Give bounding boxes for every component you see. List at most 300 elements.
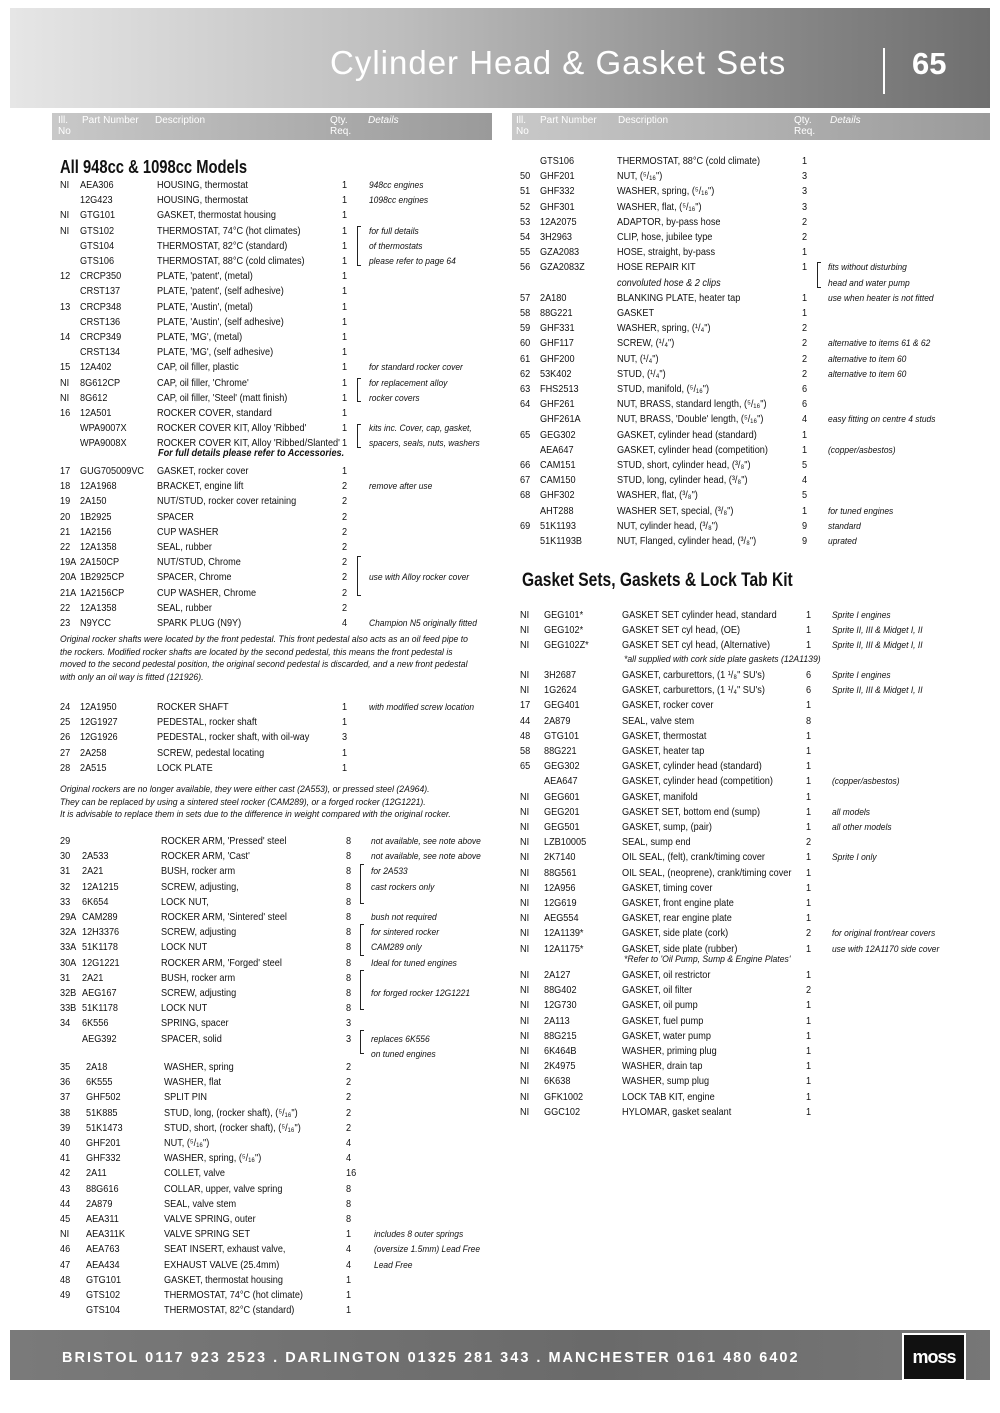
cell-part-number: AEA311 bbox=[85, 1214, 119, 1225]
cell-part-number: AEA434 bbox=[85, 1259, 120, 1271]
cell-part-number: GTS104 bbox=[85, 1305, 121, 1317]
cell-description: LOCK TAB KIT, engine bbox=[621, 1091, 715, 1103]
cell-qty: 2 bbox=[341, 481, 348, 493]
cell-description: CAP, oil filler, 'Steel' (matt finish) bbox=[156, 392, 288, 404]
cell-part-number: 6K556 bbox=[82, 1018, 109, 1030]
cell-part-number: 12A956 bbox=[543, 882, 576, 894]
cell-description: NUT, (⁵/₁₆") bbox=[163, 1138, 210, 1149]
cell-qty: 4 bbox=[346, 1153, 352, 1165]
cell-details: for original front/rear covers bbox=[831, 928, 936, 940]
cell-ill-no: 50 bbox=[520, 171, 531, 183]
cell-ill-no: 17 bbox=[520, 700, 531, 712]
cell-description: PLATE, 'patent', (self adhesive) bbox=[156, 286, 284, 298]
cell-ill-no: 47 bbox=[60, 1259, 71, 1271]
cell-qty: 1 bbox=[806, 806, 812, 818]
cell-description: STUD, manifold, (⁵/₁₆") bbox=[616, 384, 710, 395]
col-qty: Qty. Req. bbox=[794, 115, 816, 137]
cell-ill-no: 24 bbox=[60, 702, 71, 713]
cell-description: HOUSING, thermostat bbox=[156, 195, 248, 207]
cell-details: Sprite II, III & Midget I, II bbox=[831, 625, 923, 637]
cell-part-number: GEG501 bbox=[543, 822, 580, 833]
cell-details: not available, see note above bbox=[370, 836, 481, 847]
cell-description: ROCKER COVER KIT, Alloy 'Ribbed/Slanted' bbox=[156, 438, 340, 450]
cell-ill-no: 37 bbox=[60, 1092, 71, 1104]
cell-description: GASKET, oil pump bbox=[621, 1000, 698, 1012]
cell-description: GASKET SET, bottom end (sump) bbox=[621, 806, 761, 818]
cell-description: EXHAUST VALVE (25.4mm) bbox=[163, 1259, 280, 1271]
cell-description: WASHER, sump plug bbox=[621, 1076, 710, 1088]
cell-ill-no: 68 bbox=[520, 490, 531, 502]
cell-part-number: 1G2624 bbox=[543, 685, 577, 697]
cell-details: CAM289 only bbox=[370, 942, 422, 954]
cell-description: WASHER, flat bbox=[163, 1077, 222, 1089]
cell-part-number: 2A127 bbox=[543, 970, 571, 981]
col-details: Details bbox=[368, 115, 399, 126]
cell-details: of thermostats bbox=[368, 240, 423, 252]
cell-part-number: GEG601 bbox=[543, 791, 580, 803]
cell-part-number: CRCP349 bbox=[79, 332, 122, 343]
cell-ill-no: 69 bbox=[520, 520, 531, 532]
cell-description: WASHER, flat, (³/₈") bbox=[616, 490, 698, 502]
cell-ill-no: 17 bbox=[60, 466, 71, 477]
cell-part-number: 6K654 bbox=[82, 896, 109, 908]
cell-qty: 2 bbox=[806, 837, 812, 849]
cell-ill-no: 65 bbox=[520, 429, 531, 441]
cell-part-number: N9YCC bbox=[79, 618, 111, 629]
cell-description: GASKET, water pump bbox=[621, 1030, 711, 1042]
cell-part-number: 88G561 bbox=[543, 867, 577, 879]
cell-description: HYLOMAR, gasket sealant bbox=[621, 1106, 732, 1118]
cell-description: GASKET, oil restrictor bbox=[621, 970, 711, 981]
cell-description: PLATE, 'Austin', (metal) bbox=[156, 301, 253, 313]
section-heading-948-1098: All 948cc & 1098cc Models bbox=[60, 157, 248, 177]
cell-description: THERMOSTAT, 82°C (standard) bbox=[156, 240, 288, 252]
cell-ill-no: 61 bbox=[520, 353, 531, 365]
cell-part-number: GTS106 bbox=[539, 156, 575, 167]
cell-ill-no: NI bbox=[520, 685, 530, 697]
cell-part-number: CAM151 bbox=[539, 460, 576, 471]
cell-details: Champion N5 originally fitted bbox=[368, 618, 477, 629]
cell-ill-no: NI bbox=[520, 1030, 530, 1042]
cell-description: STUD, long, cylinder head, (³/₈") bbox=[616, 475, 748, 487]
cell-ill-no: 12 bbox=[60, 271, 71, 283]
cell-details: for sintered rocker bbox=[370, 927, 440, 939]
cell-part-number: GEG102* bbox=[543, 625, 584, 637]
cell-description: CUP WASHER bbox=[156, 526, 219, 538]
cell-ill-no: NI bbox=[520, 806, 530, 818]
cell-description: NUT, Flanged, cylinder head, (³/₈") bbox=[616, 536, 757, 547]
cell-qty: 2 bbox=[341, 587, 348, 599]
cell-details: Sprite II, III & Midget I, II bbox=[831, 685, 923, 697]
cell-description: PEDESTAL, rocker shaft bbox=[156, 717, 257, 729]
cell-details: easy fitting on centre 4 studs bbox=[828, 414, 936, 426]
cell-qty: 1 bbox=[806, 746, 812, 757]
cell-part-number: GUG705009VC bbox=[79, 466, 145, 477]
cell-part-number: 12G1926 bbox=[79, 732, 118, 744]
cell-qty: 8 bbox=[806, 715, 812, 727]
cell-ill-no: NI bbox=[60, 180, 70, 191]
cell-qty: 8 bbox=[346, 881, 352, 893]
cell-ill-no: 60 bbox=[520, 338, 531, 350]
cell-ill-no: 53 bbox=[520, 216, 531, 228]
cell-qty: 1 bbox=[806, 1106, 812, 1118]
cell-qty: 1 bbox=[341, 271, 348, 283]
cell-qty: 2 bbox=[346, 1077, 352, 1089]
cell-ill-no: 54 bbox=[520, 232, 531, 243]
cell-ill-no: 67 bbox=[520, 475, 531, 487]
cell-part-number: GTS102 bbox=[79, 225, 115, 237]
cell-qty: 3 bbox=[801, 171, 808, 183]
cell-details: alternative to items 61 & 62 bbox=[828, 338, 931, 350]
cell-description: WASHER, spring, (¹/₄") bbox=[616, 323, 711, 335]
cell-part-number: GEG302 bbox=[539, 429, 576, 441]
cell-qty: 1 bbox=[341, 347, 348, 359]
cell-part-number: 12A1215 bbox=[82, 881, 119, 893]
cell-description: VALVE SPRING, outer bbox=[163, 1214, 256, 1225]
cell-description: GASKET, carburettors, (1 ¹/₈" SU's) bbox=[621, 670, 765, 681]
cell-part-number: 53K402 bbox=[539, 368, 572, 380]
cell-ill-no: 40 bbox=[60, 1138, 71, 1149]
cell-description: OIL SEAL, (neoprene), crank/timing cover bbox=[621, 867, 792, 879]
cell-qty: 1 bbox=[341, 747, 348, 759]
cell-qty: 2 bbox=[341, 572, 348, 584]
cell-part-number: 2A879 bbox=[543, 715, 571, 727]
cell-qty: 1 bbox=[806, 970, 812, 981]
cell-description: GASKET SET cyl head, (Alternative) bbox=[621, 640, 771, 652]
cell-details: Sprite I engines bbox=[831, 610, 891, 621]
cell-description: GASKET, front engine plate bbox=[621, 898, 734, 909]
cell-ill-no: 41 bbox=[60, 1153, 71, 1165]
cell-qty: 1 bbox=[806, 700, 812, 712]
cell-ill-no: 33 bbox=[60, 896, 71, 908]
cell-details: uprated bbox=[828, 536, 857, 547]
cell-ill-no: 33A bbox=[60, 942, 77, 954]
cell-description: GASKET, side plate (cork) bbox=[621, 928, 729, 940]
cell-ill-no: 36 bbox=[60, 1077, 71, 1089]
cell-qty: 1 bbox=[341, 332, 348, 343]
cell-details: use with Alloy rocker cover bbox=[368, 572, 470, 584]
cell-description: THERMOSTAT, 82°C (standard) bbox=[163, 1305, 295, 1317]
cell-details: use with 12A1170 side cover bbox=[831, 943, 940, 955]
cell-qty: 1 bbox=[341, 316, 348, 328]
cell-ill-no: 20A bbox=[60, 572, 77, 584]
brace bbox=[357, 424, 361, 448]
cell-ill-no: 18 bbox=[60, 481, 71, 493]
cell-part-number: 2A21 bbox=[82, 972, 104, 984]
cell-description: GASKET, rocker cover bbox=[621, 700, 714, 712]
cell-qty: 1 bbox=[341, 702, 348, 713]
cell-part-number: GHF502 bbox=[85, 1092, 121, 1104]
cell-ill-no: NI bbox=[520, 852, 530, 864]
cell-description: VALVE SPRING SET bbox=[163, 1229, 251, 1241]
cell-qty: 8 bbox=[346, 912, 352, 923]
cell-ill-no: 19 bbox=[60, 496, 71, 508]
cell-description: GASKET, side plate (rubber) bbox=[621, 943, 738, 955]
cell-part-number: GEG102Z* bbox=[543, 640, 589, 652]
cell-qty: 1 bbox=[806, 1000, 812, 1012]
cell-part-number: GHF332 bbox=[85, 1153, 121, 1165]
cell-details: fits without disturbing bbox=[828, 262, 907, 274]
note-line: the rockers. Modified rocker shafts are located by the second pedestal, this means the front pedestal is bbox=[60, 646, 453, 658]
cell-details: cast rockers only bbox=[370, 881, 435, 893]
cell-qty: 8 bbox=[346, 1198, 352, 1210]
cell-ill-no: 44 bbox=[60, 1198, 71, 1210]
cell-ill-no: 56 bbox=[520, 262, 531, 274]
cell-details: please refer to page 64 bbox=[368, 256, 456, 267]
cell-part-number: CRCP348 bbox=[79, 301, 122, 313]
cell-description: PLATE, 'patent', (metal) bbox=[156, 271, 253, 283]
cell-qty: 1 bbox=[806, 791, 812, 803]
cell-part-number: GTS104 bbox=[79, 240, 115, 252]
cell-part-number: GZA2083Z bbox=[539, 262, 585, 274]
cell-description: ROCKER SHAFT bbox=[156, 702, 229, 713]
cell-qty: 8 bbox=[346, 972, 352, 984]
cell-part-number: 12A1358 bbox=[79, 602, 117, 614]
cell-qty: 6 bbox=[806, 685, 812, 697]
column-header-right bbox=[512, 113, 990, 140]
cell-description: GASKET, cylinder head (competition) bbox=[621, 776, 773, 788]
cell-ill-no: NI bbox=[520, 943, 530, 955]
cell-part-number: GTG101 bbox=[543, 730, 580, 742]
cell-ill-no: 49 bbox=[60, 1290, 71, 1301]
cell-ill-no: NI bbox=[520, 791, 530, 803]
cell-details: includes 8 outer springs bbox=[373, 1229, 464, 1241]
cell-details: (copper/asbestos) bbox=[831, 776, 900, 788]
cell-qty: 1 bbox=[341, 180, 348, 191]
cell-qty: 2 bbox=[801, 338, 808, 350]
cell-details: Lead Free bbox=[373, 1259, 413, 1271]
cell-description: GASKET, heater tap bbox=[621, 746, 705, 757]
cell-qty: 4 bbox=[346, 1138, 352, 1149]
page-title: Cylinder Head & Gasket Sets bbox=[330, 44, 787, 81]
cell-description: NUT/STUD, rocker cover retaining bbox=[156, 496, 297, 508]
cell-part-number: GHF261A bbox=[539, 414, 581, 426]
cell-details: bush not required bbox=[370, 912, 437, 923]
cell-description: GASKET, timing cover bbox=[621, 882, 713, 894]
brace bbox=[817, 262, 821, 288]
brace bbox=[357, 556, 361, 596]
cell-qty: 1 bbox=[806, 898, 812, 909]
cell-ill-no: 33B bbox=[60, 1003, 77, 1015]
cell-part-number: 3H2963 bbox=[539, 232, 573, 243]
cell-part-number: 88G221 bbox=[539, 308, 573, 319]
cell-part-number: 6K464B bbox=[543, 1046, 577, 1057]
cell-description: ROCKER ARM, 'Pressed' steel bbox=[160, 836, 287, 847]
cell-description: GASKET, oil filter bbox=[621, 985, 693, 997]
cell-part-number: 12A2075 bbox=[539, 216, 577, 228]
brace bbox=[360, 924, 364, 956]
col-ill-no: Ill. No bbox=[516, 115, 529, 137]
cell-ill-no: 22 bbox=[60, 602, 71, 614]
cell-qty: 1 bbox=[341, 408, 348, 419]
cell-details: for full details bbox=[368, 225, 419, 237]
cell-qty: 1 bbox=[341, 423, 348, 435]
cell-ill-no: NI bbox=[520, 1091, 530, 1103]
col-part-number: Part Number bbox=[82, 115, 139, 126]
cell-qty: 1 bbox=[341, 466, 348, 477]
cell-part-number: 6K638 bbox=[543, 1076, 571, 1088]
cell-details: 948cc engines bbox=[368, 180, 424, 191]
cell-qty: 1 bbox=[801, 308, 808, 319]
cell-qty: 1 bbox=[806, 730, 812, 742]
cell-description: SEAL, valve stem bbox=[163, 1198, 237, 1210]
cell-description: BUSH, rocker arm bbox=[160, 866, 236, 878]
cell-details: replaces 6K556 bbox=[370, 1033, 430, 1045]
cell-part-number: 2A150 bbox=[79, 496, 107, 508]
cell-ill-no: 28 bbox=[60, 762, 71, 774]
cell-part-number: GTS102 bbox=[85, 1290, 121, 1301]
cell-part-number: 2K7140 bbox=[543, 852, 576, 864]
cell-description: LOCK PLATE bbox=[156, 762, 213, 774]
cell-ill-no: NI bbox=[520, 1015, 530, 1027]
brace bbox=[360, 970, 364, 1010]
cell-part-number: GHF117 bbox=[539, 338, 574, 350]
cell-qty: 1 bbox=[806, 913, 812, 925]
cell-description: CUP WASHER, Chrome bbox=[156, 587, 257, 599]
cell-details: remove after use bbox=[368, 481, 433, 493]
cell-description: SPARK PLUG (N9Y) bbox=[156, 618, 242, 629]
cell-description: WASHER, spring, (⁵/₁₆") bbox=[163, 1153, 262, 1165]
cell-ill-no: 45 bbox=[60, 1214, 71, 1225]
cell-qty: 2 bbox=[801, 232, 808, 243]
cell-qty: 1 bbox=[806, 610, 812, 621]
cell-qty: 1 bbox=[341, 210, 348, 222]
cell-ill-no: 26 bbox=[60, 732, 71, 744]
cell-ill-no: 48 bbox=[520, 730, 531, 742]
cell-details: (copper/asbestos) bbox=[828, 444, 896, 456]
cell-qty: 2 bbox=[806, 928, 812, 940]
cell-ill-no: 63 bbox=[520, 384, 531, 395]
cell-description: NUT, BRASS, standard length, (⁵/₁₆") bbox=[616, 399, 767, 411]
cell-description: HOUSING, thermostat bbox=[156, 180, 248, 191]
cell-part-number: AEG554 bbox=[543, 913, 579, 925]
cell-part-number: GEG302 bbox=[543, 761, 580, 773]
cell-qty: 1 bbox=[801, 505, 808, 517]
cell-qty: 1 bbox=[801, 444, 808, 456]
cell-ill-no: 42 bbox=[60, 1168, 71, 1180]
cell-qty: 1 bbox=[801, 247, 808, 259]
cell-part-number: 2K4975 bbox=[543, 1061, 576, 1073]
cell-qty: 8 bbox=[346, 1003, 352, 1015]
cell-details: use when heater is not fitted bbox=[828, 292, 934, 304]
cell-part-number: GHF200 bbox=[539, 353, 575, 365]
cell-ill-no: 31 bbox=[60, 866, 71, 878]
cell-ill-no: NI bbox=[520, 625, 530, 637]
cell-ill-no: NI bbox=[520, 970, 530, 981]
cell-ill-no: 58 bbox=[520, 308, 531, 319]
cell-qty: 2 bbox=[341, 511, 348, 523]
cell-description: NUT, cylinder head, (³/₈") bbox=[616, 520, 719, 532]
cell-part-number: 8G612 bbox=[79, 392, 108, 404]
cell-description: GASKET, manifold bbox=[621, 791, 698, 803]
cell-ill-no: 51 bbox=[520, 186, 531, 198]
cell-part-number: GHF331 bbox=[539, 323, 575, 335]
cell-part-number: 51K1193 bbox=[539, 520, 576, 532]
cell-details: Ideal for tuned engines bbox=[370, 957, 457, 969]
cell-ill-no: 21 bbox=[60, 526, 71, 538]
cell-description: WASHER, spring, (⁵/₁₆") bbox=[616, 186, 715, 198]
cell-ill-no: 66 bbox=[520, 460, 531, 471]
note-line: They can be replaced by using a sintered steel rocker (CAM289), or a forged rocker (12G1221). bbox=[60, 796, 426, 808]
cell-description: SEAT INSERT, exhaust valve, bbox=[163, 1244, 286, 1256]
page-number: 65 bbox=[912, 46, 947, 81]
cell-part-number: GTS106 bbox=[79, 256, 115, 267]
cell-description: SPACER, Chrome bbox=[156, 572, 232, 584]
cell-details: not available, see note above bbox=[370, 851, 481, 863]
cell-part-number: 88G215 bbox=[543, 1030, 577, 1042]
cell-description: SCREW, (¹/₄") bbox=[616, 338, 675, 350]
cell-ill-no: NI bbox=[60, 377, 70, 389]
cell-description: LOCK NUT, bbox=[160, 896, 209, 908]
section-heading-gasket-sets: Gasket Sets, Gaskets & Lock Tab Kit bbox=[522, 570, 793, 591]
cell-details: Sprite II, III & Midget I, II bbox=[831, 640, 923, 652]
brace bbox=[360, 1030, 364, 1054]
cell-part-number: 12A1139* bbox=[543, 928, 584, 940]
cell-qty: 1 bbox=[806, 1076, 812, 1088]
cell-ill-no: 19A bbox=[60, 557, 77, 569]
cell-part-number: 12G730 bbox=[543, 1000, 577, 1012]
cell-description: STUD, short, cylinder head, (³/₈") bbox=[616, 460, 751, 471]
cell-qty: 1 bbox=[346, 1290, 352, 1301]
cell-ill-no: NI bbox=[520, 1106, 530, 1118]
column-header-left bbox=[52, 113, 492, 140]
cell-ill-no: 44 bbox=[520, 715, 531, 727]
cell-part-number: GEG401 bbox=[543, 700, 580, 712]
cell-part-number: 12G1927 bbox=[79, 717, 118, 729]
cell-part-number: AEG167 bbox=[82, 988, 117, 999]
cell-description: convoluted hose & 2 clips bbox=[616, 277, 721, 289]
cell-part-number: 12A1950 bbox=[79, 702, 117, 713]
cell-description: NUT, (¹/₄") bbox=[616, 353, 659, 365]
cell-description: ROCKER ARM, 'Forged' steel bbox=[160, 957, 282, 969]
cell-qty: 8 bbox=[346, 1183, 352, 1195]
cell-description: GASKET, cylinder head (standard) bbox=[621, 761, 762, 773]
cell-description: SPACER bbox=[156, 511, 194, 523]
cell-description: PLATE, 'MG', (self adhesive) bbox=[156, 347, 274, 359]
footer-contacts: BRISTOL 0117 923 2523 . DARLINGTON 01325 281 343 . MANCHESTER 0161 480 6402 bbox=[62, 1350, 800, 1366]
cell-qty: 1 bbox=[801, 292, 808, 304]
cell-details: for replacement alloy bbox=[368, 377, 448, 389]
cell-part-number: 2A180 bbox=[539, 292, 567, 304]
cell-description: HOSE, straight, by-pass bbox=[616, 247, 716, 259]
cell-description: NUT, (⁵/₁₆") bbox=[616, 171, 663, 183]
cell-description: LOCK NUT bbox=[160, 942, 208, 954]
cell-ill-no: NI bbox=[520, 867, 530, 879]
cell-part-number: 2A258 bbox=[79, 747, 107, 759]
cell-description: BLANKING PLATE, heater tap bbox=[616, 292, 741, 304]
cell-description: GASKET, cylinder head (standard) bbox=[616, 429, 757, 441]
cell-qty: 2 bbox=[341, 602, 348, 614]
cell-qty: 8 bbox=[346, 927, 352, 939]
cell-part-number: WPA9007X bbox=[79, 423, 127, 435]
cell-description: SPRING, spacer bbox=[160, 1018, 229, 1030]
cell-part-number: 88G616 bbox=[85, 1183, 119, 1195]
cell-details: for standard rocker cover bbox=[368, 362, 463, 374]
cell-description: GASKET, fuel pump bbox=[621, 1015, 704, 1027]
cell-ill-no: NI bbox=[520, 670, 530, 681]
cell-description: PEDESTAL, rocker shaft, with oil-way bbox=[156, 732, 310, 744]
cell-ill-no: NI bbox=[520, 913, 530, 925]
cell-part-number: GHF201 bbox=[539, 171, 575, 183]
cell-description: HOSE REPAIR KIT bbox=[616, 262, 696, 274]
cell-qty: 1 bbox=[806, 852, 812, 864]
cell-qty: 5 bbox=[801, 490, 808, 502]
cell-details: with modified screw location bbox=[368, 702, 475, 713]
cell-ill-no: NI bbox=[60, 392, 70, 404]
cell-details: for forged rocker 12G1221 bbox=[370, 988, 471, 999]
cell-part-number: GHF302 bbox=[539, 490, 575, 502]
cell-ill-no: NI bbox=[520, 822, 530, 833]
